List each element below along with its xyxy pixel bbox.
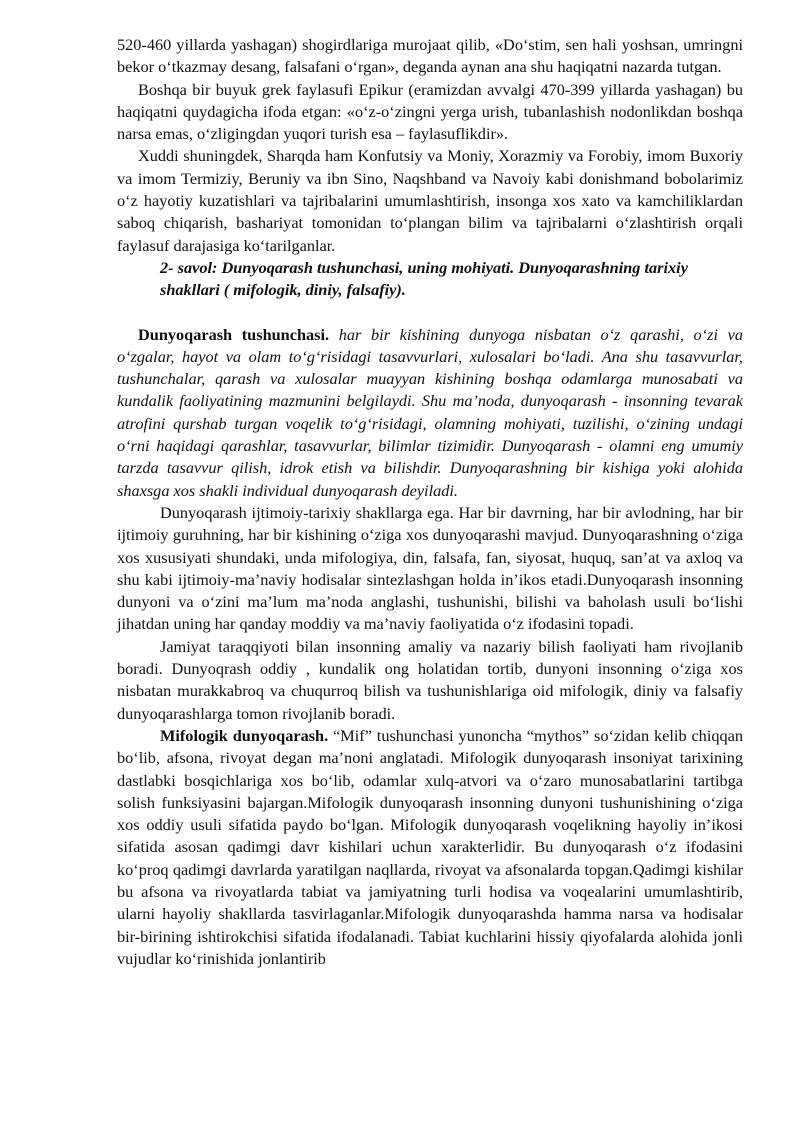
definition-body: har bir kishining dunyoga nisbatan o‘z qarashi, o‘zi va o‘zgalar, hayot va olam to‘g‘risidagi tasavvurlari, xulosalari bo‘ladi. Ana shu tasavvurlar, tushunchalar, qarash va xulosalar muayyan kishining boshqa odamlarga munosabati va kundalik faoliyatining mazmunini belgilaydi. Shu ma’noda, dunyoqarash - insonning tevarak atrofini qurshab turgan voqelik to‘g‘risidagi, olamning mohiyati, tuzilishi, o‘zining undagi o‘rni haqidagi qarashlar, tasavvurlar, bilimlar tizimidir. Dunyoqarash - olamni eng umumiy tarzda tasavvur qilish, idrok etish va bilishdir. Dunyoqarashning bir kishiga yoki alohida shaxsga xos shakli individual dunyoqarash deyiladi. bbox=[117, 324, 743, 500]
paragraph-1: 520-460 yillarda yashagan) shogirdlariga murojaat qilib, «Do‘stim, sen hali yoshsan, umringni bekor o‘tkazmay desang, falsafani o‘rgan», deganda aynan ana shu haqiqatni nazarda tutgan. bbox=[117, 35, 743, 77]
definition-term: Dunyoqarash tushunchasi. bbox=[138, 324, 330, 344]
spacer bbox=[117, 302, 743, 324]
document-page bbox=[117, 34, 743, 970]
mythology-term: Mifologik dunyoqarash. bbox=[160, 725, 329, 745]
paragraph-3: Xuddi shuningdek, Sharqda ham Konfutsiy va Moniy, Xorazmiy va Forobiy, imom Buxoriy va imom Termiziy, Beruniy va ibn Sino, Naqshband va Navoiy kabi donishmand bobolarimiz o‘z hayotiy kuzatishlari va tajribalarini umumlashtirish, insonga xos xato va kamchiliklardan saboq chiqarish, bashariyat tomonidan to‘plangan bilim va tajribalarni o‘zlashtirish orqali faylasuf darajasiga ko‘tarilganlar. bbox=[117, 146, 743, 255]
paragraph-mythology bbox=[117, 725, 743, 970]
paragraph-6: Jamiyat taraqqiyoti bilan insonning amaliy va nazariy bilish faoliyati ham rivojlanib boradi. Dunyoqrash oddiy , kundalik ong holatidan tortib, dunyoni insonning o‘ziga xos nisbatan murakkabroq va chuqurroq bilish va tushunishlariga oid mifologik, diniy va falsafiy dunyoqarashlarga tomon rivojlanib boradi. bbox=[117, 636, 743, 723]
paragraph-2: Boshqa bir buyuk grek faylasufi Epikur (eramizdan avvalgi 470-399 yillarda yashagan) bu haqiqatni quydagicha ifoda etgan: «o‘z-o‘zingni yerga urish, tubanlashish nodonlikdan boshqa narsa emas, o‘zligingdan yuqori turish esa – faylasuflikdir». bbox=[117, 79, 743, 144]
paragraph-definition bbox=[117, 324, 743, 502]
section-heading: 2- savol: Dunyoqarash tushunchasi, uning mohiyati. Dunyoqarashning tarixiy shakllari ( mifologik, diniy, falsafiy). bbox=[160, 257, 688, 300]
mythology-body: “Mif” tushunchasi yunoncha “mythos” so‘zidan kelib chiqqan bo‘lib, afsona, rivoyat degan ma’noni anglatadi. Mifologik dunyoqarash insoniyat tarixining dastlabki bosqichlariga xos bo‘lib, odamlar xulq-atvori va o‘zaro munosabatlarini tartibga solish funksiyasini bajargan.Mifologik dunyoqarash insonning dunyoni tushunishining o‘ziga xos oddiy usuli sifatida paydo bo‘lgan. Mifologik dunyoqarash voqelikning hayoliy in’ikosi sifatida asosan qadimgi davr kishilari uchun xarakterlidir. Bu dunyoqarash o‘z ifodasini ko‘proq qadimgi davrlarda yaratilgan naqllarda, rivoyat va afsonalarda topgan.Qadimgi kishilar bu afsona va rivoyatlarda tabiat va jamiyatning turli hodisa va voqealarini umumlashtirib, ularni hayoliy shakllarda tasvirlaganlar.Mifologik dunyoqarashda hamma narsa va hodisalar bir-birining ishtirokchisi sifatida ifodalanadi. Tabiat kuchlarini hissiy qiyofalarda alohida jonli vujudlar ko‘rinishida jonlantirib bbox=[117, 725, 743, 968]
paragraph-5: Dunyoqarash ijtimoiy-tarixiy shakllarga ega. Har bir davrning, har bir avlodning, har bir ijtimoiy guruhning, har bir kishining o‘ziga xos dunyoqarashi mavjud. Dunyoqarashning o‘ziga xos xususiyati shundaki, unda mifologiya, din, falsafa, fan, siyosat, huquq, san’at va axloq va shu kabi ijtimoiy-ma’naviy hodisalar sintezlashgan holda in’ikos etadi.Dunyoqarash insonning dunyoni va o‘zini ma’lum ma’noda anglashi, tushunishi, bilishi va baholash usuli bo‘lishi jihatdan uning har qanday moddiy va ma’naviy faoliyatida o‘z ifodasini topadi. bbox=[117, 502, 743, 634]
